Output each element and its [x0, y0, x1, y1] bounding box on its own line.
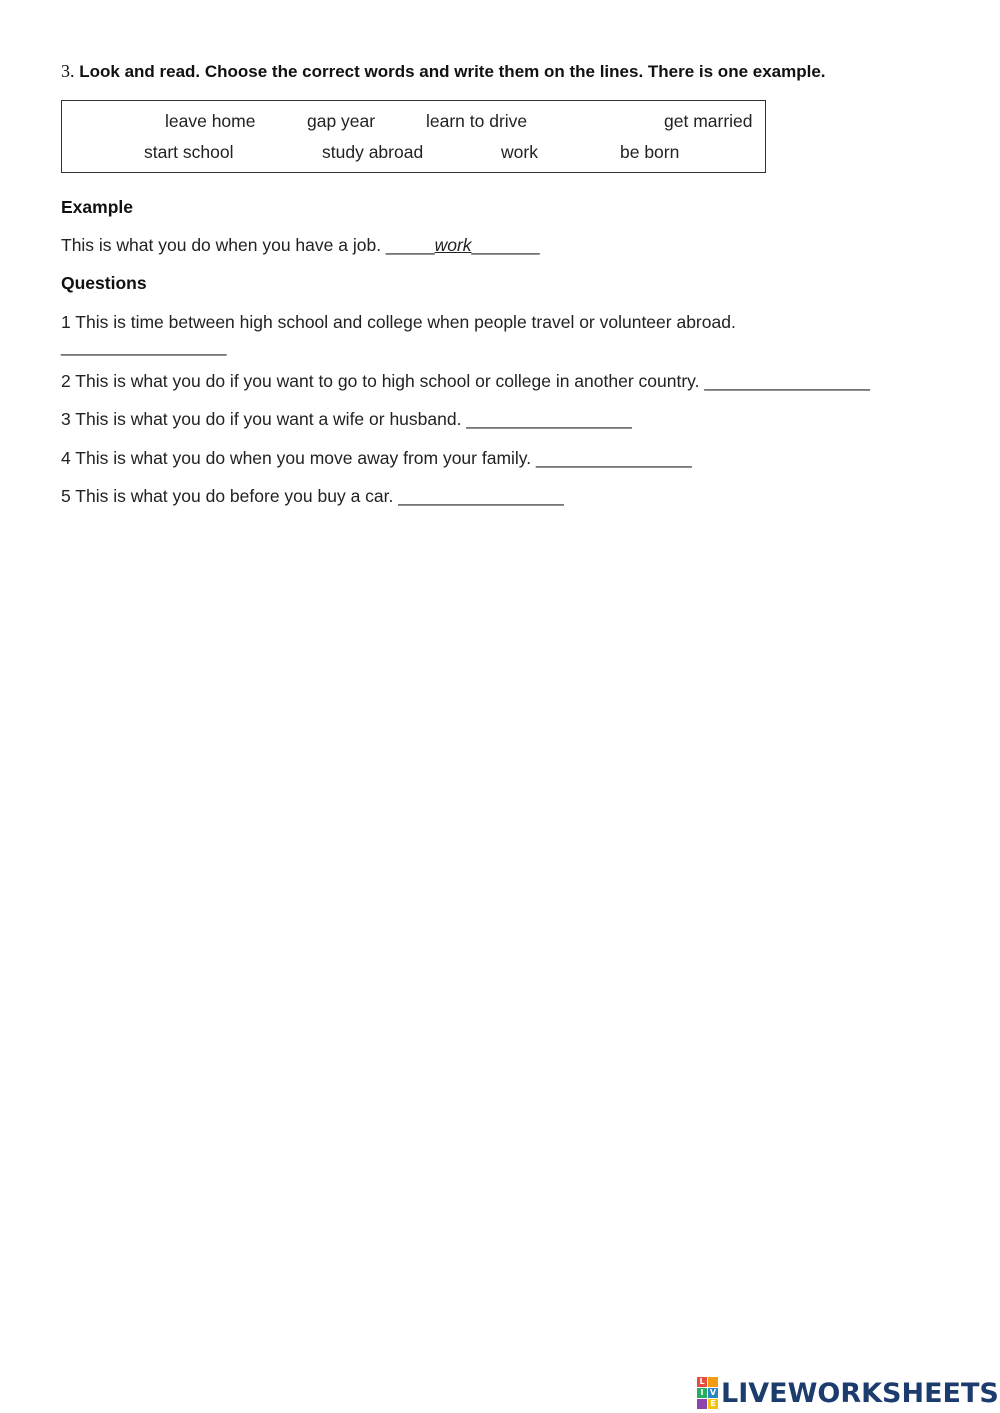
question-1-blank[interactable]: _________________ — [61, 336, 227, 356]
example-trailing-blank: _______ — [471, 235, 540, 255]
logo-cell — [708, 1377, 718, 1387]
brand-name: LIVEWORKSHEETS — [721, 1377, 999, 1409]
word-box — [61, 100, 766, 173]
question-1-text: 1 This is time between high school and college when people travel or volunteer abroad. — [61, 312, 736, 332]
question-3-blank[interactable]: _________________ — [466, 409, 632, 429]
question-5 — [61, 486, 564, 507]
instruction-number: 3. — [61, 61, 75, 81]
example-line — [61, 235, 540, 256]
question-4-blank[interactable]: ________________ — [535, 448, 692, 468]
word-learn-to-drive: learn to drive — [426, 111, 528, 131]
word-get-married: get married — [664, 111, 753, 131]
instruction — [61, 61, 826, 82]
question-2 — [61, 371, 870, 392]
liveworksheets-logo — [697, 1377, 999, 1409]
example-answer: work — [434, 235, 472, 255]
logo-cell: E — [708, 1399, 718, 1409]
question-4 — [61, 448, 692, 469]
questions-heading: Questions — [61, 273, 147, 293]
word-gap-year: gap year — [307, 111, 376, 131]
question-5-blank[interactable]: _________________ — [398, 486, 564, 506]
logo-cell: I — [697, 1388, 707, 1398]
question-4-text: 4 This is what you do when you move away from your family. — [61, 448, 532, 468]
word-be-born: be born — [620, 142, 680, 162]
example-question: This is what you do when you have a job. _____ — [61, 235, 435, 255]
question-2-text: 2 This is what you do if you want to go to high school or college in another country. — [61, 371, 700, 391]
logo-cell — [697, 1399, 707, 1409]
question-3-text: 3 This is what you do if you want a wife or husband. — [61, 409, 462, 429]
logo-cell: L — [697, 1377, 707, 1387]
word-start-school: start school — [144, 142, 234, 162]
question-3 — [61, 409, 632, 430]
logo-cell: V — [709, 1388, 717, 1397]
logo-icon — [697, 1377, 718, 1409]
word-work: work — [501, 142, 538, 162]
word-leave-home: leave home — [165, 111, 256, 131]
question-2-blank[interactable]: _________________ — [704, 371, 870, 391]
example-heading: Example — [61, 197, 133, 217]
question-5-text: 5 This is what you do before you buy a car. — [61, 486, 394, 506]
word-study-abroad: study abroad — [322, 142, 424, 162]
instruction-text: Look and read. Choose the correct words and write them on the lines. There is one example. — [79, 62, 826, 81]
